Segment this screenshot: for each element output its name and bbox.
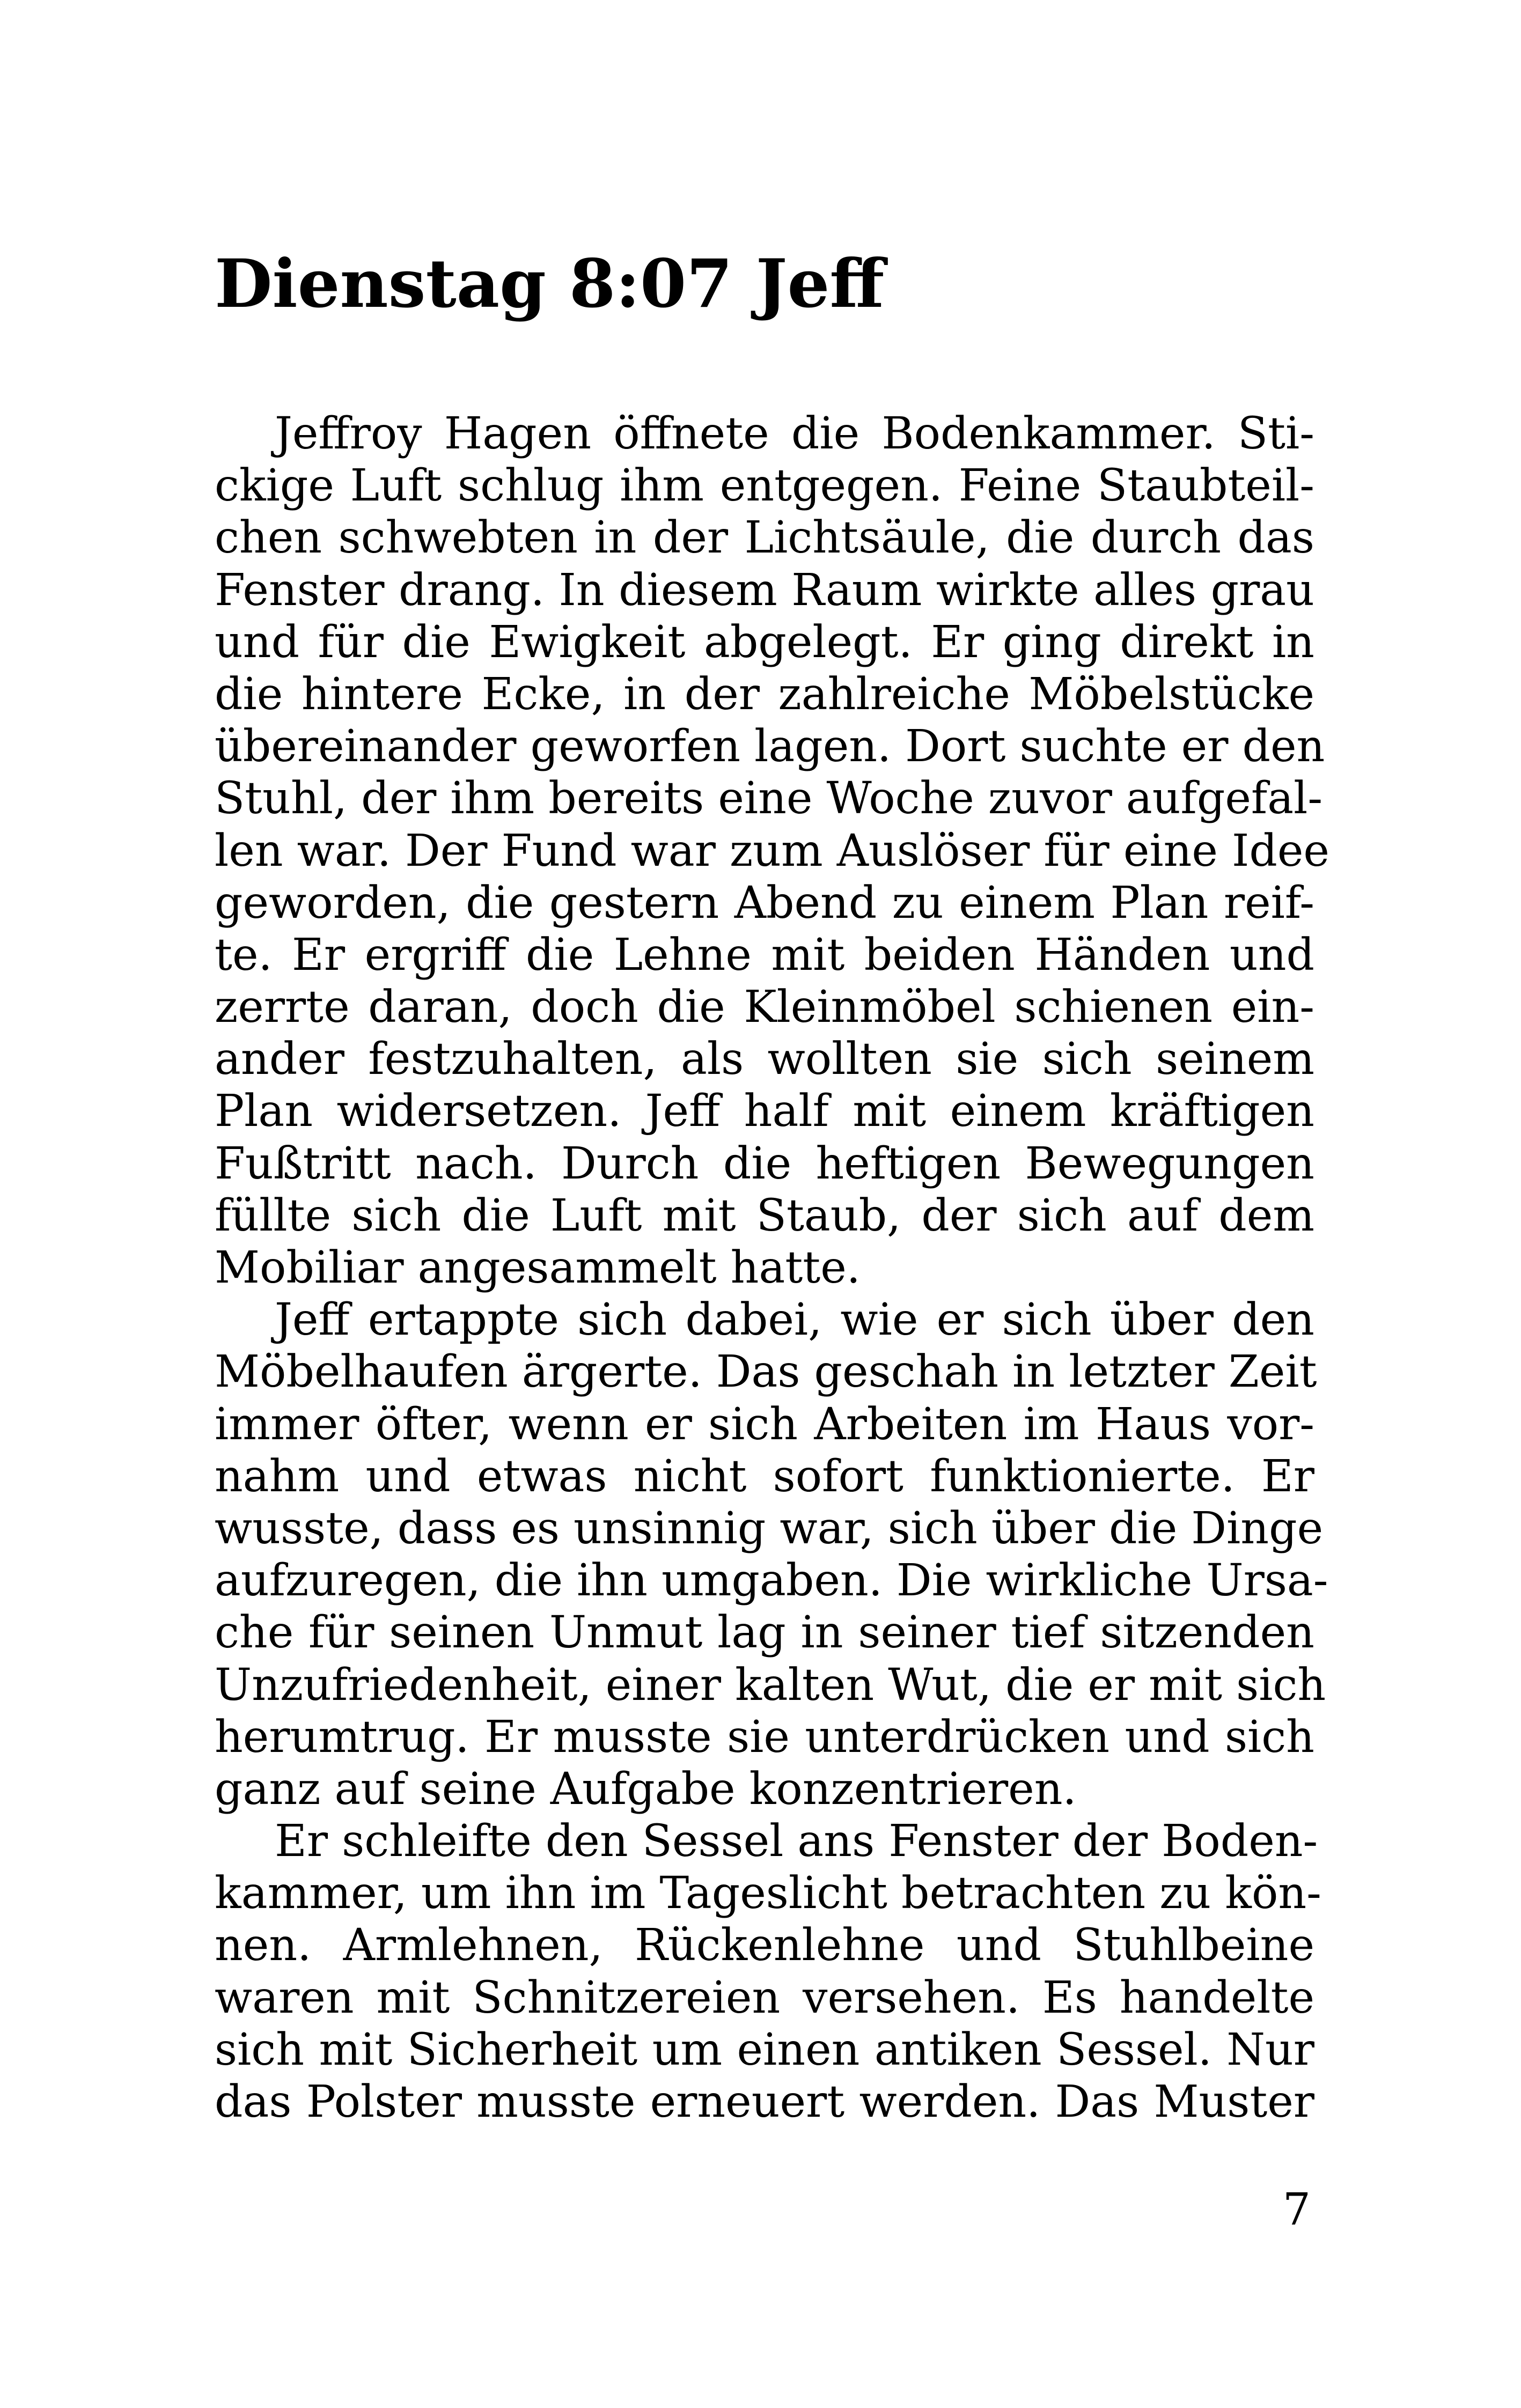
- text-line: herumtrug. Er musste sie unterdrücken und sich: [215, 1711, 1314, 1763]
- text-line: Er schleifte den Sessel ans Fenster der Boden-: [275, 1816, 1318, 1867]
- text-line: Jeffroy Hagen öffnete die Bodenkammer. Sti-: [275, 408, 1314, 459]
- text-line: te. Er ergriff die Lehne mit beiden Händen und: [215, 929, 1314, 981]
- text-line: und für die Ewigkeit abgelegt. Er ging direkt in: [215, 616, 1314, 668]
- text-line: Fenster drang. In diesem Raum wirkte alles grau: [215, 564, 1314, 616]
- paragraph-1: [215, 408, 1329, 1294]
- body-text: [215, 408, 1329, 2128]
- chapter-title: Dienstag 8:07 Jeff: [215, 245, 885, 323]
- text-line: immer öfter, wenn er sich Arbeiten im Haus vor-: [215, 1398, 1314, 1450]
- text-line: che für seinen Unmut lag in seiner tief sitzenden: [215, 1607, 1314, 1659]
- text-line: ander festzuhalten, als wollten sie sich seinem: [215, 1034, 1314, 1085]
- text-line: geworden, die gestern Abend zu einem Plan reif-: [215, 877, 1314, 929]
- text-line: Plan widersetzen. Jeff half mit einem kräftigen: [215, 1086, 1314, 1137]
- text-line: wusste, dass es unsinnig war, sich über die Dinge: [215, 1503, 1324, 1554]
- paragraph-3: [215, 1815, 1321, 2128]
- text-line: das Polster musste erneuert werden. Das Muster: [215, 2076, 1314, 2127]
- text-line: Jeff ertappte sich dabei, wie er sich über den: [275, 1294, 1314, 1346]
- text-line: nen. Armlehnen, Rückenlehne und Stuhlbeine: [215, 1920, 1314, 1971]
- text-line: die hintere Ecke, in der zahlreiche Möbelstücke: [215, 668, 1314, 720]
- text-line: Unzufriedenheit, einer kalten Wut, die er mit sich: [215, 1659, 1326, 1711]
- text-line: waren mit Schnitzereien versehen. Es handelte: [215, 1972, 1314, 2023]
- page-number: 7: [1282, 2184, 1311, 2235]
- text-line: Möbelhaufen ärgerte. Das geschah in letzter Zeit: [215, 1346, 1317, 1398]
- text-line: chen schwebten in der Lichtsäule, die durch das: [215, 512, 1314, 564]
- text-line: aufzuregen, die ihn umgaben. Die wirkliche Ursa-: [215, 1555, 1328, 1607]
- text-line: ckige Luft schlug ihm entgegen. Feine Staubteil-: [215, 460, 1314, 512]
- text-line: Mobiliar angesammelt hatte.: [215, 1242, 861, 1293]
- text-line: übereinander geworfen lagen. Dort suchte er den: [215, 721, 1325, 772]
- text-line: zerrte daran, doch die Kleinmöbel schienen ein-: [215, 982, 1314, 1033]
- text-line: Fußtritt nach. Durch die heftigen Bewegungen: [215, 1138, 1314, 1189]
- text-line: kammer, um ihn im Tageslicht betrachten zu kön-: [215, 1868, 1321, 1919]
- text-line: len war. Der Fund war zum Auslöser für eine Idee: [215, 825, 1329, 877]
- paragraph-2: [215, 1294, 1328, 1815]
- text-line: sich mit Sicherheit um einen antiken Sessel. Nur: [215, 2024, 1314, 2075]
- text-line: ganz auf seine Aufgabe konzentrieren.: [215, 1763, 1077, 1815]
- text-line: nahm und etwas nicht sofort funktionierte. Er: [215, 1450, 1314, 1502]
- text-line: füllte sich die Luft mit Staub, der sich auf dem: [215, 1190, 1314, 1241]
- text-line: Stuhl, der ihm bereits eine Woche zuvor aufgefal-: [215, 773, 1323, 824]
